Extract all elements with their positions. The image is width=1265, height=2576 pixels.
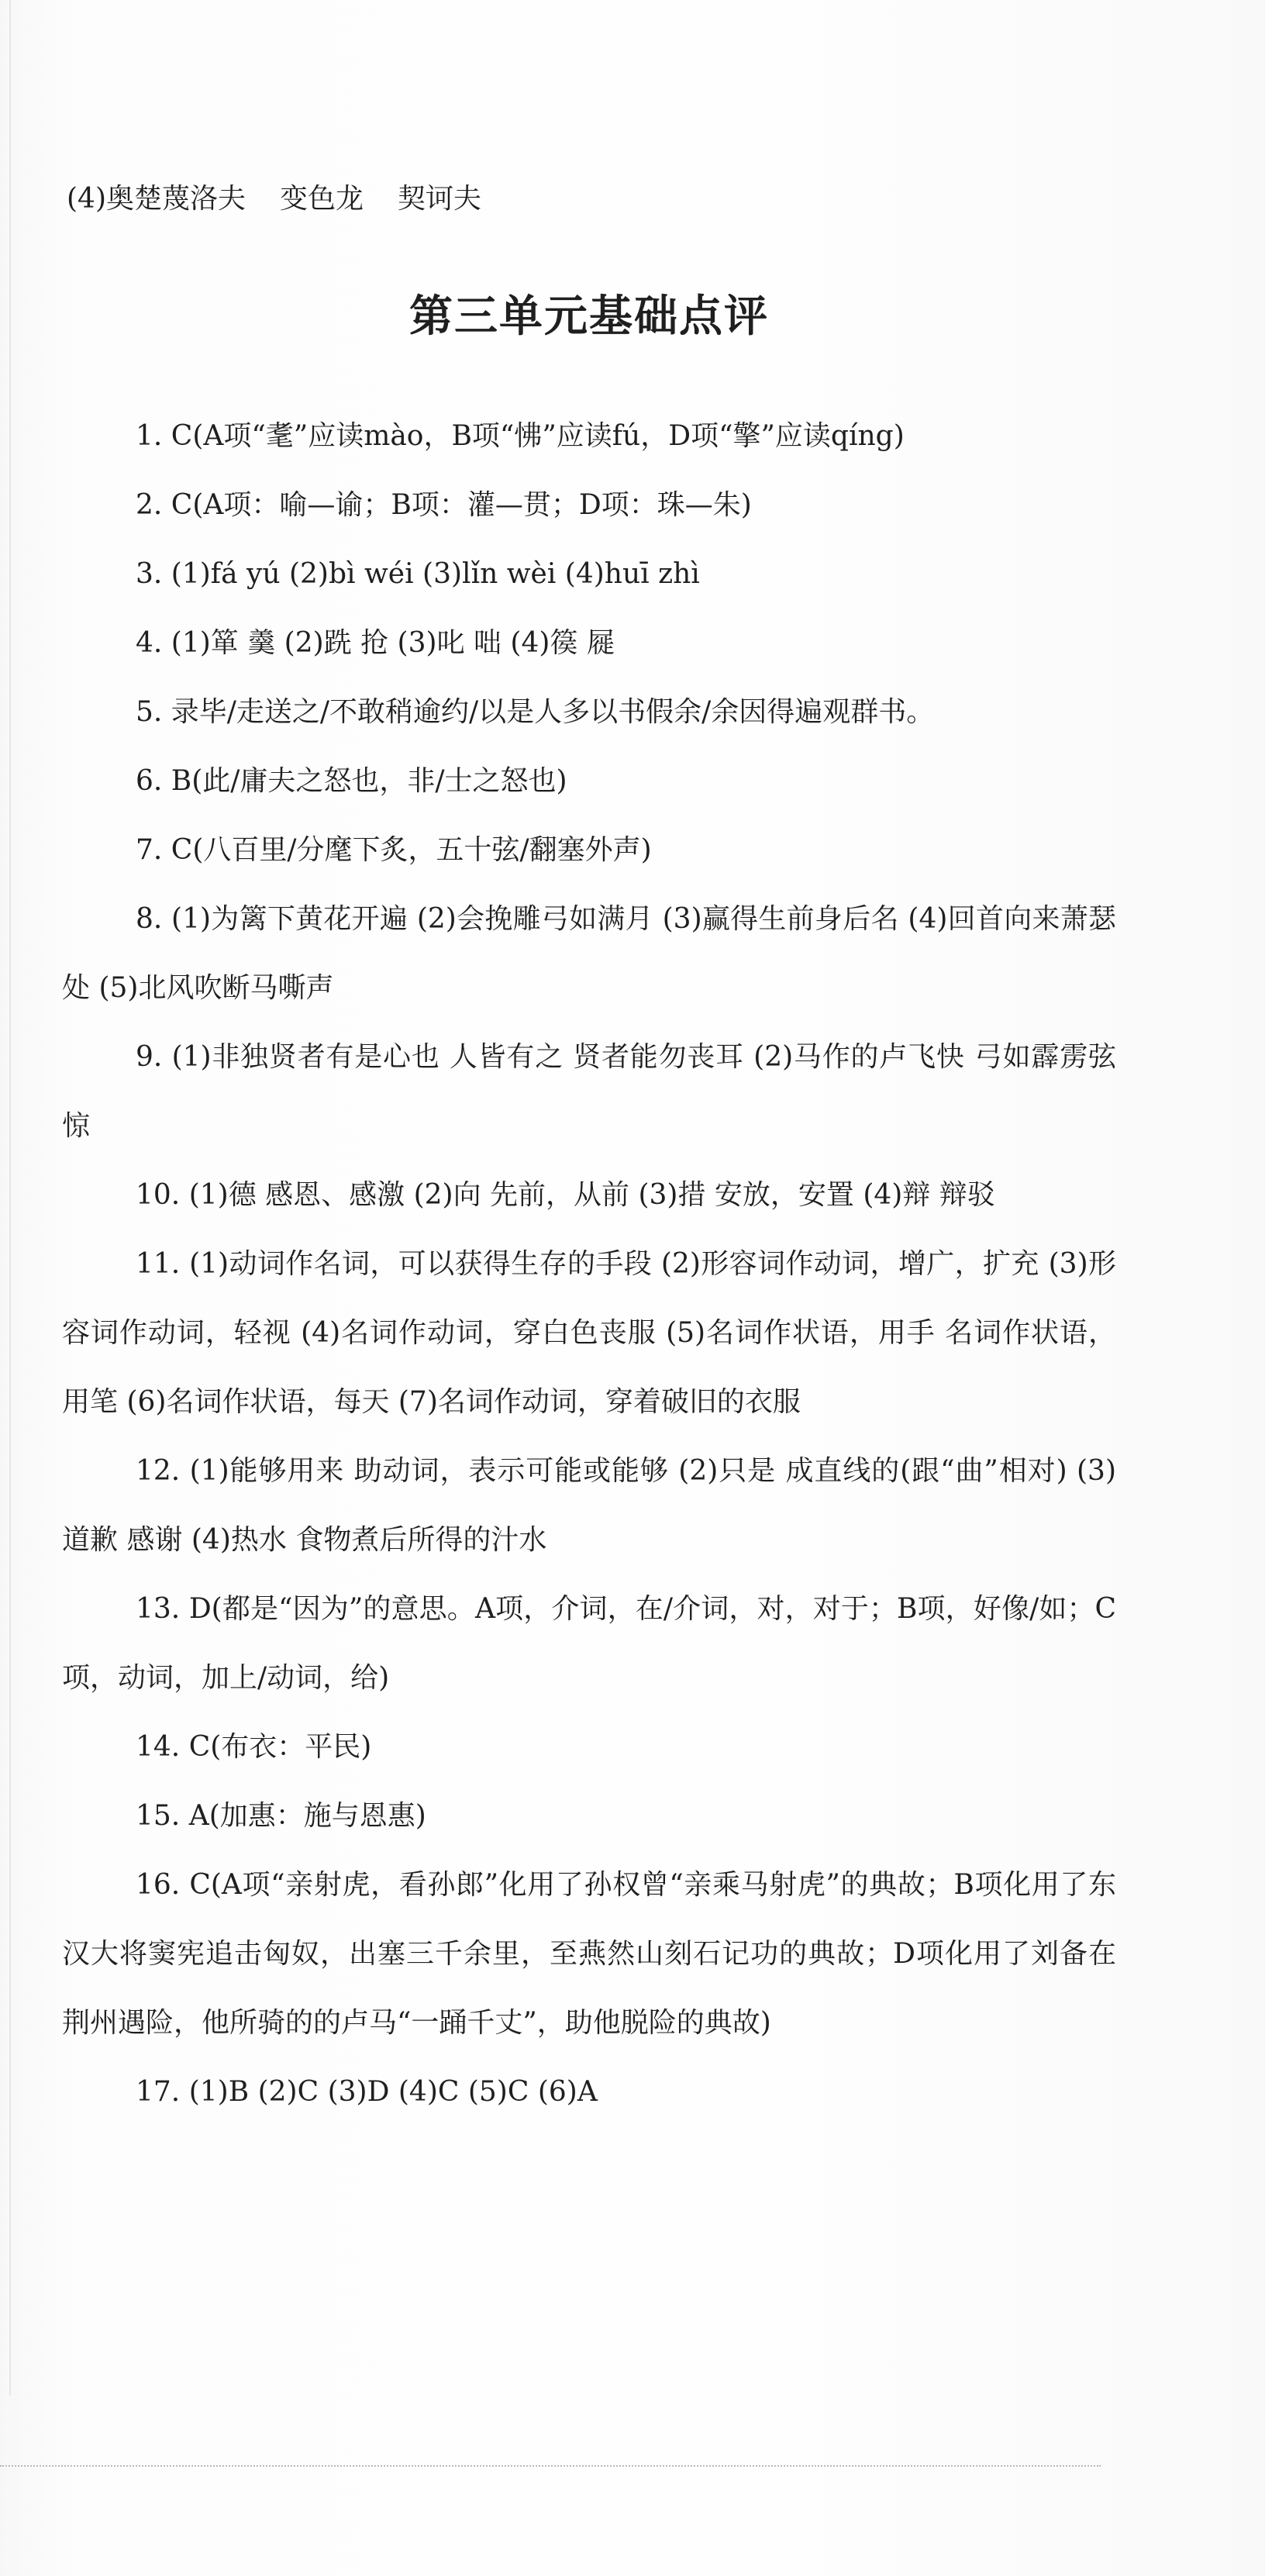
answer-item: 7. C(八百里/分麾下炙，五十弦/翻塞外声): [136, 834, 652, 867]
answer-item: 11. (1)动词作名词，可以获得生存的手段 (2)形容词作动词，增广，扩充 (3)形容词作动词，轻视 (4)名词作动词，穿白色丧服 (5)名词作状语，用手 名词作状语，用笔 (6)名词作状语，每天 (7)名词作动词，穿着破旧的衣服: [62, 1248, 1116, 1419]
answer-item: 15. A(加惠：施与恩惠): [136, 1800, 426, 1833]
answer-list: [62, 402, 1116, 2126]
answer-item: 3. (1)fá yú (2)bì wéi (3)lǐn wèi (4)huī zhì: [136, 558, 700, 591]
previous-unit-line: [67, 182, 1116, 216]
answer-item: 17. (1)B (2)C (3)D (4)C (5)C (6)A: [136, 2076, 598, 2109]
top-line-part-c: 契诃夫: [398, 183, 482, 215]
top-line-part-a: (4)奥楚蔑洛夫: [67, 183, 246, 215]
answer-item: 12. (1)能够用来 助动词，表示可能或能够 (2)只是 成直线的(跟“曲”相对) (3)道歉 感谢 (4)热水 食物煮后所得的汁水: [62, 1455, 1116, 1557]
answer-item: 16. C(A项“亲射虎，看孙郎”化用了孙权曾“亲乘马射虎”的典故；B项化用了东汉大将窦宪追击匈奴，出塞三千余里，至燕然山刻石记功的典故；D项化用了刘备在荆州遇险，他所骑的的卢马“一踊千丈”，助他脱险的典故): [62, 1869, 1116, 2040]
answer-item: 4. (1)箪 羹 (2)跣 抢 (3)叱 咄 (4)篌 屣: [136, 627, 615, 660]
page-bottom-dotted-rule: [0, 2465, 1101, 2467]
answer-item: 6. B(此/庸夫之怒也，非/士之怒也): [136, 765, 567, 798]
answer-item: 14. C(布衣：平民): [136, 1731, 372, 1764]
answer-item: 8. (1)为篱下黄花开遍 (2)会挽雕弓如满月 (3)赢得生前身后名 (4)回首向来萧瑟处 (5)北风吹断马嘶声: [62, 903, 1116, 1005]
section-title: 第三单元基础点评: [409, 291, 769, 343]
answer-item: 9. (1)非独贤者有是心也 人皆有之 贤者能勿丧耳 (2)马作的卢飞快 弓如霹雳弦惊: [62, 1041, 1116, 1143]
answer-item: 13. D(都是“因为”的意思。A项，介词，在/介词，对，对于；B项，好像/如；C项，动词，加上/动词，给): [62, 1593, 1116, 1695]
binding-edge-line: [9, 0, 11, 2395]
answer-item: 10. (1)德 感恩、感激 (2)向 先前，从前 (3)措 安放，安置 (4)辩 辩驳: [136, 1179, 995, 1212]
answer-item: 5. 录毕/走送之/不敢稍逾约/以是人多以书假余/余因得遍观群书。: [136, 696, 935, 729]
answer-item: 1. C(A项“耄”应读mào，B项“怫”应读fú，D项“擎”应读qíng): [136, 420, 905, 453]
answer-page: [62, 182, 1116, 2126]
top-line-part-b: 变色龙: [280, 183, 364, 215]
answer-item: 2. C(A项：喻—谕；B项：灌—贯；D项：珠—朱): [136, 489, 752, 522]
